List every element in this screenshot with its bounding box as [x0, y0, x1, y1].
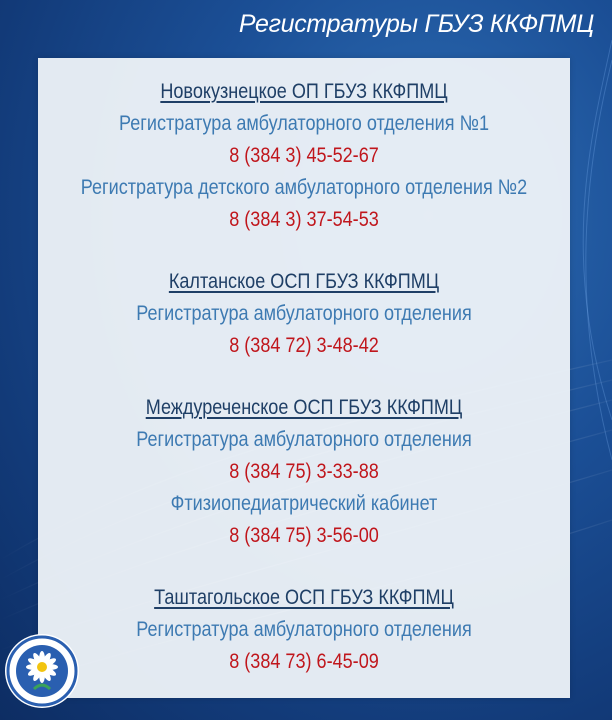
phone-number[interactable]: 8 (384 75) 3-33-88 [229, 460, 379, 483]
registry-label: Регистратура амбулаторного отделения [136, 618, 472, 641]
section-heading: Калтанское ОСП ГБУЗ ККФПМЦ [168, 270, 440, 293]
section-novokuznetsk [38, 76, 570, 236]
phone-number[interactable]: 8 (384 3) 45-52-67 [229, 144, 379, 167]
phone-number[interactable]: 8 (384 3) 37-54-53 [229, 208, 379, 231]
section-heading: Новокузнецкое ОП ГБУЗ ККФПМЦ [160, 80, 448, 103]
registry-label: Регистратура амбулаторного отделения [136, 302, 472, 325]
section-mezhdurechensk [38, 392, 570, 552]
registry-label: Регистратура детского амбулаторного отделения №2 [80, 176, 528, 199]
registry-label: Фтизиопедиатрический кабинет [170, 492, 438, 515]
section-heading: Таштагольское ОСП ГБУЗ ККФПМЦ [154, 586, 454, 609]
registry-list-card [38, 58, 570, 698]
registry-label: Регистратура амбулаторного отделения [136, 428, 472, 451]
phone-number[interactable]: 8 (384 75) 3-56-00 [229, 524, 379, 547]
section-heading: Междуреченское ОСП ГБУЗ ККФПМЦ [145, 396, 463, 419]
section-kaltan [38, 266, 570, 362]
daisy-emblem-icon [4, 633, 80, 709]
registry-label: Регистратура амбулаторного отделения №1 [119, 112, 489, 135]
phone-number[interactable]: 8 (384 72) 3-48-42 [229, 334, 379, 357]
page-title: Регистратуры ГБУЗ ККФПМЦ [238, 10, 594, 38]
section-tashtagol [38, 582, 570, 678]
phone-number[interactable]: 8 (384 73) 6-45-09 [229, 650, 379, 673]
